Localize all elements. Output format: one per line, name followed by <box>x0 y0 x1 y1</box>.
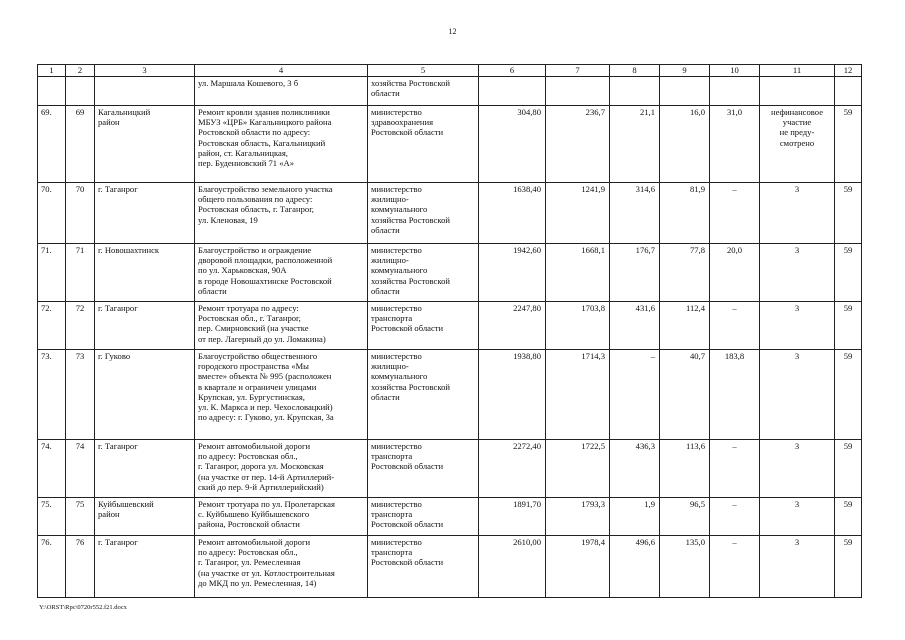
column-number-cell: 3 <box>95 65 195 77</box>
table-cell-col5: министерство транспорта Ростовской области <box>368 440 479 498</box>
table-cell-col9: 16,0 <box>660 106 710 183</box>
table-cell-col11: 3 <box>760 302 835 350</box>
table-row <box>38 106 862 183</box>
table-cell-col9: 77,8 <box>660 244 710 302</box>
table-cell-col2: 76 <box>66 536 95 598</box>
table-cell-col7: 1978,4 <box>546 536 610 598</box>
table-cell-col1: 71. <box>38 244 66 302</box>
table-cell-col8: 436,3 <box>610 440 660 498</box>
table-cell-col6: 1938,80 <box>479 350 546 440</box>
table-cell-col7: 1793,3 <box>546 498 610 536</box>
table-cell-col10: – <box>710 440 760 498</box>
table-cell-col5: министерство транспорта Ростовской области <box>368 498 479 536</box>
table-cell-col11: 3 <box>760 440 835 498</box>
table-row <box>38 440 862 498</box>
table-cell-col8: 21,1 <box>610 106 660 183</box>
table-cell-col4: Ремонт тротуара по адресу: Ростовская обл., г. Таганрог, пер. Смирновский (на участке от пер. Лагерный до ул. Ломакина) <box>195 302 368 350</box>
table-cell-col5: министерство транспорта Ростовской области <box>368 302 479 350</box>
table-cell-col5: министерство жилищно- коммунального хозяйства Ростовской области <box>368 183 479 244</box>
column-number-row <box>38 65 862 77</box>
table-cell-col2: 73 <box>66 350 95 440</box>
table-cell-col1: 69. <box>38 106 66 183</box>
table-cell-col3: г. Таганрог <box>95 302 195 350</box>
table-cell-col10: 31,0 <box>710 106 760 183</box>
table-cell-col4: Ремонт автомобильной дороги по адресу: Ростовская обл., г. Таганрог, ул. Ремесленная (на участке от ул. Котлостроительная до МКД по ул. Ремесленная, 14) <box>195 536 368 598</box>
table-cell-col6: 304,80 <box>479 106 546 183</box>
table-cell-col12: 59 <box>835 302 862 350</box>
table-row <box>38 244 862 302</box>
table-cell-col9: 135,0 <box>660 536 710 598</box>
table-cell-col6: 1891,70 <box>479 498 546 536</box>
column-number-cell: 8 <box>610 65 660 77</box>
table-cell-col1: 76. <box>38 536 66 598</box>
table-cell-col3: г. Таганрог <box>95 536 195 598</box>
table-cell-col10: 183,8 <box>710 350 760 440</box>
column-number-cell: 11 <box>760 65 835 77</box>
table-cell-col2: 75 <box>66 498 95 536</box>
table-cell-col9 <box>660 77 710 106</box>
table-cell-col6: 2610,00 <box>479 536 546 598</box>
table-cell-col8: 314,6 <box>610 183 660 244</box>
table-cell-col7: 1703,8 <box>546 302 610 350</box>
column-number-cell: 7 <box>546 65 610 77</box>
column-number-cell: 6 <box>479 65 546 77</box>
table-cell-col8: 496,6 <box>610 536 660 598</box>
column-number-cell: 1 <box>38 65 66 77</box>
table-cell-col5: министерство здравоохранения Ростовской области <box>368 106 479 183</box>
table-cell-col11: 3 <box>760 183 835 244</box>
table-cell-col9: 112,4 <box>660 302 710 350</box>
table-cell-col10: – <box>710 302 760 350</box>
table-cell-col11: 3 <box>760 350 835 440</box>
table-cell-col6 <box>479 77 546 106</box>
column-number-cell: 5 <box>368 65 479 77</box>
table-cell-col10: 20,0 <box>710 244 760 302</box>
table-cell-col3 <box>95 77 195 106</box>
table-cell-col10: – <box>710 183 760 244</box>
table-cell-col9: 96,5 <box>660 498 710 536</box>
table-cell-col10 <box>710 77 760 106</box>
table-cell-col4: Благоустройство и ограждение дворовой площадки, расположенной по ул. Харьковская, 90А в городе Новошахтинске Ростовской области <box>195 244 368 302</box>
column-number-cell: 4 <box>195 65 368 77</box>
projects-table <box>37 64 862 598</box>
file-path-footer: Y:\ORST\Rpc\0720r552.f21.docx <box>39 604 127 611</box>
table-cell-col9: 81,9 <box>660 183 710 244</box>
table-cell-col11: 3 <box>760 498 835 536</box>
table-cell-col5: министерство жилищно- коммунального хозяйства Ростовской области <box>368 350 479 440</box>
table-row <box>38 536 862 598</box>
table-cell-col10: – <box>710 498 760 536</box>
table-cell-col2: 70 <box>66 183 95 244</box>
column-number-cell: 2 <box>66 65 95 77</box>
table-cell-col11: 3 <box>760 536 835 598</box>
table-cell-col4: Ремонт тротуара по ул. Пролетарская с. Куйбышево Куйбышевского района, Ростовской области <box>195 498 368 536</box>
table-cell-col5: хозяйства Ростовской области <box>368 77 479 106</box>
table-cell-col5: министерство транспорта Ростовской области <box>368 536 479 598</box>
table-cell-col7: 1241,9 <box>546 183 610 244</box>
table-row <box>38 183 862 244</box>
column-number-cell: 12 <box>835 65 862 77</box>
table-cell-col12: 59 <box>835 244 862 302</box>
column-number-cell: 9 <box>660 65 710 77</box>
table-cell-col8: – <box>610 350 660 440</box>
table-cell-col3: г. Таганрог <box>95 440 195 498</box>
table-cell-col8: 431,6 <box>610 302 660 350</box>
table-cell-col2: 72 <box>66 302 95 350</box>
table-cell-col1 <box>38 77 66 106</box>
table-cell-col6: 1942,60 <box>479 244 546 302</box>
table-cell-col8: 176,7 <box>610 244 660 302</box>
table-cell-col3: г. Новошахтинск <box>95 244 195 302</box>
table-cell-col4: Благоустройство общественного городского пространства «Мы вместе» объекта № 995 (расположен в квартале и ограничен улицами Крупская, ул. Бургустинская, ул. К. Маркса и пер. Чехословацкий) по адресу: г. Гуково, ул. Крупская, 3а <box>195 350 368 440</box>
table-cell-col4: ул. Маршала Кошевого, 3 б <box>195 77 368 106</box>
table-cell-col11 <box>760 77 835 106</box>
table-cell-col2 <box>66 77 95 106</box>
table-cell-col12: 59 <box>835 440 862 498</box>
table-cell-col8 <box>610 77 660 106</box>
table-cell-col7: 1722,5 <box>546 440 610 498</box>
table-cell-col1: 72. <box>38 302 66 350</box>
table-cell-col4: Ремонт автомобильной дороги по адресу: Ростовская обл., г. Таганрог, дорога ул. Московская (на участке от пер. 14-й Артиллерий- ский до пер. 9-й Артиллерийский) <box>195 440 368 498</box>
table-cell-col5: министерство жилищно- коммунального хозяйства Ростовской области <box>368 244 479 302</box>
table-cell-col2: 74 <box>66 440 95 498</box>
table-cell-col9: 40,7 <box>660 350 710 440</box>
table-cell-col1: 73. <box>38 350 66 440</box>
table-cell-col11: нефинансовое участие не преду- смотрено <box>760 106 835 183</box>
table-cell-col12: 59 <box>835 536 862 598</box>
table-cell-col1: 70. <box>38 183 66 244</box>
table-cell-col3: г. Гуково <box>95 350 195 440</box>
page-number: 12 <box>448 27 457 36</box>
table-row <box>38 302 862 350</box>
table-cell-col8: 1,9 <box>610 498 660 536</box>
table-cell-col3: Куйбышевский район <box>95 498 195 536</box>
table-cell-col12: 59 <box>835 350 862 440</box>
table-row <box>38 498 862 536</box>
table-cell-col11: 3 <box>760 244 835 302</box>
table-cell-col4: Ремонт кровли здания поликлиники МБУЗ «ЦРБ» Кагальницкого района Ростовской области по адресу: Ростовская область, Кагальницкий район, ст. Кагальницкая, пер. Буденновский 71 «А» <box>195 106 368 183</box>
table-cell-col7: 1714,3 <box>546 350 610 440</box>
table-cell-col6: 1638,40 <box>479 183 546 244</box>
table-row <box>38 77 862 106</box>
table-cell-col12 <box>835 77 862 106</box>
table-cell-col6: 2272,40 <box>479 440 546 498</box>
table-row <box>38 350 862 440</box>
table-cell-col7 <box>546 77 610 106</box>
table-cell-col3: г. Таганрог <box>95 183 195 244</box>
table-cell-col12: 59 <box>835 498 862 536</box>
table-cell-col7: 1668,1 <box>546 244 610 302</box>
table-cell-col1: 75. <box>38 498 66 536</box>
table-cell-col6: 2247,80 <box>479 302 546 350</box>
table-cell-col4: Благоустройство земельного участка общего пользования по адресу: Ростовская область, г. Таганрог, ул. Кленовая, 19 <box>195 183 368 244</box>
table-cell-col9: 113,6 <box>660 440 710 498</box>
table-cell-col2: 71 <box>66 244 95 302</box>
table-cell-col10: – <box>710 536 760 598</box>
table-cell-col7: 236,7 <box>546 106 610 183</box>
table-cell-col12: 59 <box>835 106 862 183</box>
table-cell-col12: 59 <box>835 183 862 244</box>
column-number-cell: 10 <box>710 65 760 77</box>
table-cell-col2: 69 <box>66 106 95 183</box>
table-cell-col3: Кагальницкий район <box>95 106 195 183</box>
table-cell-col1: 74. <box>38 440 66 498</box>
